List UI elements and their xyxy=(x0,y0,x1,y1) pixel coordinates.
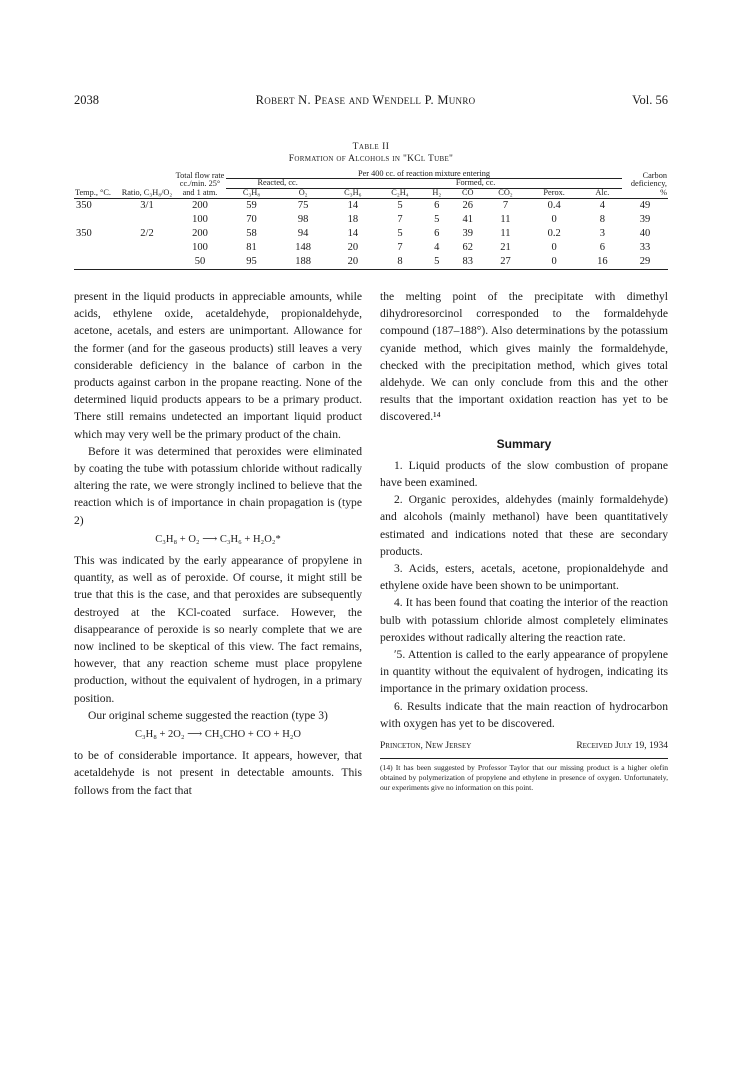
table-cell: 95 xyxy=(246,256,257,268)
table-cell: 21 xyxy=(500,242,511,254)
group-header: Per 400 cc. of reaction mixture entering xyxy=(226,170,622,179)
table-cell: 0.2 xyxy=(547,228,561,240)
table-cell: 4 xyxy=(599,200,605,212)
table-row xyxy=(74,241,668,255)
table-cell: 0 xyxy=(551,256,557,268)
table-cell: 59 xyxy=(246,200,257,212)
table-cell xyxy=(120,213,174,227)
col-carbon: Carbon deficiency, % xyxy=(630,170,667,198)
col-co: CO xyxy=(462,188,474,198)
table-cell: 18 xyxy=(347,214,359,226)
summary-item: ʹ5. Attention is called to the early appearance of propylene in quantity without the equivalent of hydrogen, indicating its importance in the primary oxidation process. xyxy=(380,648,668,696)
table-cell: 4 xyxy=(434,242,440,254)
table-cell: 8 xyxy=(599,214,605,226)
col-ratio: Ratio, C₃H₈/O₂ xyxy=(121,188,173,198)
table-cell: 11 xyxy=(500,214,511,226)
table-cell: 148 xyxy=(295,242,311,254)
paragraph: Our original scheme suggested the reaction (type 3) xyxy=(88,708,328,722)
table-row xyxy=(74,198,668,213)
table-cell: 70 xyxy=(246,214,257,226)
paragraph: Before it was determined that peroxides were eliminated by coating the tube with potassium chloride without radically altering the rate, we were strongly inclined to believe that the reaction which is of importance in chain propagation is (type 2) xyxy=(74,444,362,527)
col-c3h8: C₃H₈ xyxy=(242,188,261,198)
table-cell: 94 xyxy=(297,228,309,240)
table-cell xyxy=(120,241,174,255)
summary-item: 4. It has been found that coating the interior of the reaction bulb with potassium chloride almost completely eliminates peroxides without radically altering the reaction rate. xyxy=(380,596,668,644)
table-cell: 7 xyxy=(502,200,509,212)
received-date: Received July 19, 1934 xyxy=(576,741,668,752)
running-authors: Robert N. Pease and Wendell P. Munro xyxy=(255,93,476,107)
table-subtitle: Formation of Alcohols in "KCl Tube" xyxy=(288,153,454,164)
summary-item: 6. Results indicate that the main reaction of hydrocarbon with oxygen has yet to be discovered. xyxy=(380,699,668,730)
summary-item: 2. Organic peroxides, aldehydes (mainly formaldehyde) and alcohols (mainly methanol) have been quantitatively estimated and indications noted that these are secondary products. xyxy=(380,493,668,558)
table-cell: 100 xyxy=(192,214,208,226)
table-cell xyxy=(74,213,120,227)
table-cell: 27 xyxy=(500,256,511,268)
summary-item: 3. Acids, esters, acetals, acetone, propionaldehyde and ethylene oxide have been shown to be unimportant. xyxy=(380,561,668,593)
running-header xyxy=(74,93,668,108)
right-column xyxy=(380,288,668,799)
table-cell: 350 xyxy=(76,200,92,212)
summary-title: Summary xyxy=(496,436,552,451)
table-cell: 98 xyxy=(297,214,309,226)
col-perox: Perox. xyxy=(543,188,565,198)
table-cell: 100 xyxy=(192,242,208,254)
table-cell: 49 xyxy=(639,200,651,212)
table-cell: 16 xyxy=(597,256,608,268)
paragraph: This was indicated by the early appearance of propylene in quantity, as well as of peroxide. Of course, it might still be true that this is the case, and that peroxides are subsequently destroyed at the KCl-coated surface. However, the disappearance of peroxide is so nearly complete that we are now inclined to be skeptical of this view. The fact remains, however, that any reaction scheme must place propylene production, without the equivalent of hydrogen, in a primary position. xyxy=(74,553,362,705)
table-cell: 50 xyxy=(194,256,206,268)
table-cell: 0.4 xyxy=(547,200,561,212)
table-cell: 40 xyxy=(639,228,651,240)
table-cell: 6 xyxy=(599,242,605,254)
table-cell: 5 xyxy=(434,214,440,226)
table-cell: 75 xyxy=(297,200,309,212)
table-cell: 8 xyxy=(397,256,403,268)
table-cell: 350 xyxy=(76,228,92,240)
affiliation-line xyxy=(380,738,668,759)
table-cell: 41 xyxy=(462,214,474,226)
table-cell: 58 xyxy=(246,228,257,240)
table-cell: 200 xyxy=(192,228,208,240)
table-cell: 33 xyxy=(639,242,651,254)
page xyxy=(74,93,668,799)
table-cell: 200 xyxy=(192,200,208,212)
col-alc: Alc. xyxy=(595,188,610,198)
table-cell: 29 xyxy=(639,256,651,268)
table-cell: 2/2 xyxy=(140,228,154,240)
formed-header: Formed, cc. xyxy=(329,179,622,189)
table-cell: 20 xyxy=(347,242,359,254)
left-column xyxy=(74,288,362,799)
table-cell: 39 xyxy=(462,228,474,240)
table-cell: 5 xyxy=(397,228,403,240)
table-cell xyxy=(74,255,120,270)
table-row xyxy=(74,255,668,270)
col-temp: Temp., °C. xyxy=(75,188,111,198)
col-flow: Total flow rate cc./min. 25° and 1 atm. xyxy=(175,170,225,198)
volume-label: Vol. 56 xyxy=(632,93,668,107)
table-cell: 39 xyxy=(639,214,651,226)
table-cell: 7 xyxy=(397,214,403,226)
table-cell: 11 xyxy=(500,228,511,240)
table-cell: 3 xyxy=(599,228,605,240)
col-h2: H₂ xyxy=(432,188,442,198)
table-body xyxy=(74,198,668,269)
equation: C₃H₈ + 2O₂ ⟶ CH₃CHO + CO + H₂O xyxy=(134,729,302,741)
paragraph: to be of considerable importance. It appears, however, that acetaldehyde is not present in detectable amounts. This follows from the fact that xyxy=(74,749,362,797)
col-c3h6: C₃H₆ xyxy=(344,188,362,198)
table-cell xyxy=(74,241,120,255)
paragraph: present in the liquid products in appreciable amounts, while acids, ethylene oxide, acetaldehyde, propionaldehyde, acetone, acetals, and esters are unimportant. Allowance for the former (and for the gaseous products) still leaves a very considerable deficiency in the balance of carbon in the products against carbon in the propane reacting. None of the determined liquid products appears to be a primary product. There still remains undetected an important liquid product which may very well be the primary product of the chain. xyxy=(74,289,362,441)
table-cell: 26 xyxy=(462,200,474,212)
table-cell: 83 xyxy=(462,256,474,268)
paragraph: the melting point of the precipitate with dimethyl dihydroresorcinol corresponded to the formaldehyde compound (187–188°). Also determinations by the potassium cyanide method, which gives mainly the formaldehyde, checked with the precipitation method, which gives total aldehyde. We can only conclude from this and the other results that the important oxidation reaction has yet to be discovered.¹⁴ xyxy=(380,289,668,424)
table-cell: 14 xyxy=(347,228,359,240)
summary-item: 1. Liquid products of the slow combustion of propane have been examined. xyxy=(380,458,668,489)
table-row xyxy=(74,213,668,227)
data-table xyxy=(74,170,668,270)
table-title: Table II xyxy=(352,142,390,152)
table-cell: 6 xyxy=(434,228,440,240)
table-cell: 5 xyxy=(397,200,403,212)
table-cell: 188 xyxy=(295,256,311,268)
table-cell xyxy=(120,255,174,270)
table-caption xyxy=(74,142,668,166)
table-cell: 0 xyxy=(551,214,557,226)
table-cell: 81 xyxy=(246,242,257,254)
body-columns xyxy=(74,288,668,799)
table-cell: 62 xyxy=(462,242,474,254)
equation: C₃H₈ + O₂ ⟶ C₃H₆ + H₂O₂* xyxy=(155,533,281,545)
table-cell: 0 xyxy=(551,242,557,254)
col-c2h4: C₂H₄ xyxy=(391,188,409,198)
reacted-header: Reacted, cc. xyxy=(226,179,329,189)
table-cell: 3/1 xyxy=(140,200,154,212)
footnote: (14) It has been suggested by Professor Taylor that our missing product is a higher olefin obtained by polymerization of propylene and ethylene in presence of oxygen. Unfortunately, our experiments give no information on this point. xyxy=(380,763,668,793)
page-number: 2038 xyxy=(74,93,99,107)
table-row xyxy=(74,227,668,241)
table-cell: 5 xyxy=(434,256,440,268)
col-o2: O₂ xyxy=(298,188,308,198)
col-co2: CO₂ xyxy=(498,188,513,198)
table-cell: 7 xyxy=(397,242,403,254)
place: Princeton, New Jersey xyxy=(380,741,472,752)
table-cell: 6 xyxy=(434,200,440,212)
table-cell: 20 xyxy=(347,256,359,268)
table-cell: 14 xyxy=(347,200,359,212)
